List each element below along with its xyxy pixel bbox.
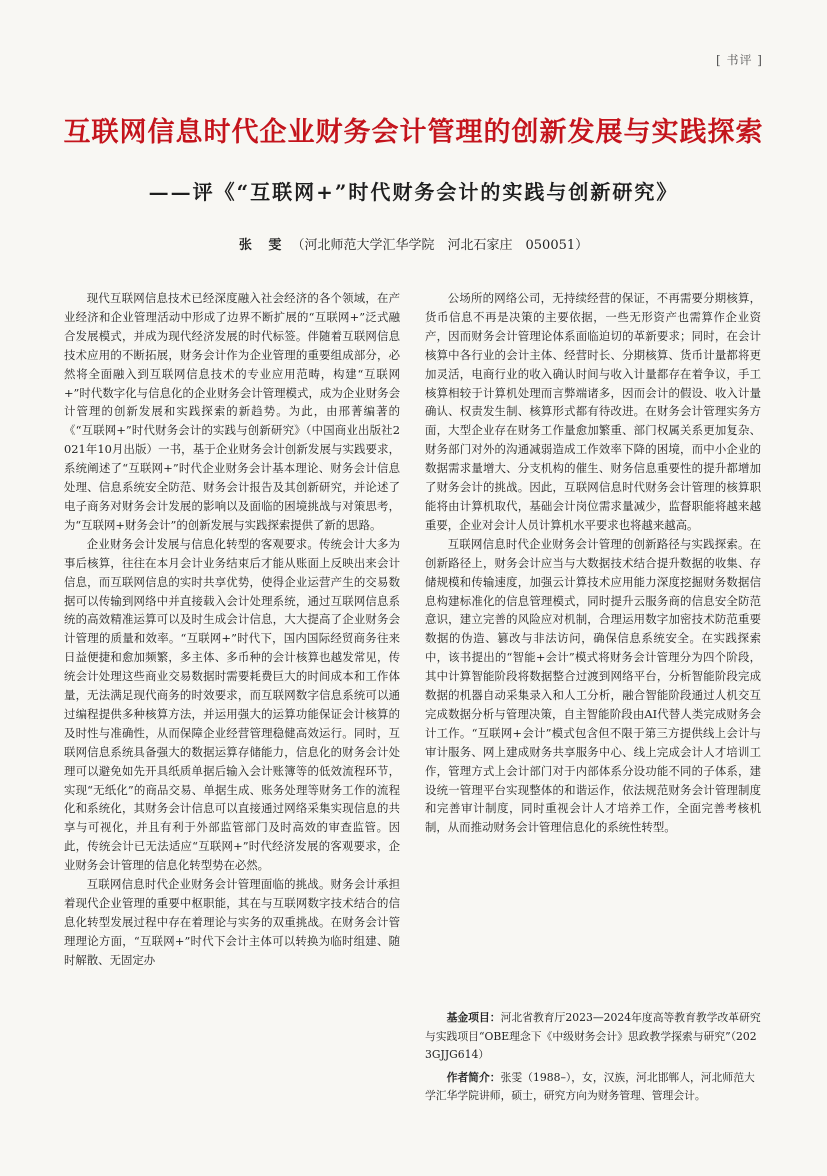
funding-text: 河北省教育厅2023—2024年度高等教育教学改革研究与实践项目“OBE理念下《中级财务会计》思政教学探索与研究”（2023GJJG614） xyxy=(425,1011,761,1062)
author-bio-text: 张雯（1988–），女，汉族，河北邯郸人，河北师范大学汇华学院讲师，硕士，研究方向为财务管理、管理会计。 xyxy=(425,1070,755,1103)
right-column xyxy=(425,289,761,837)
author-affiliation: （河北师范大学汇华学院 河北石家庄 050051） xyxy=(291,238,589,253)
funding-note xyxy=(425,1009,761,1065)
footnote-block xyxy=(425,1009,761,1110)
funding-label: 基金项目： xyxy=(446,1011,501,1024)
author-line xyxy=(0,234,827,253)
paragraph: 互联网信息时代企业财务会计管理面临的挑战。财务会计承担着现代企业管理的重要中枢职能，其在与互联网数字技术结合的信息化转型发展过程中存在着理论与实务的双重挑战。在财务会计管理理论方面，“互联网+”时代下会计主体可以转换为临时组建、随时解散、无固定办 xyxy=(64,877,400,967)
author-name: 张 雯 xyxy=(238,238,288,253)
article-subtitle: ——评《“互联网+”时代财务会计的实践与创新研究》 xyxy=(148,180,679,204)
left-column xyxy=(64,289,400,970)
paragraph: 企业财务会计发展与信息化转型的客观要求。传统会计大多为事后核算，往往在本月会计业务结束后才能从账面上反映出来会计信息，而互联网信息的实时共享优势，使得企业运营产生的交易数据可以传输到网络中并直接载入会计处理系统，通过互联网信息系统的高效精准运算可以及时生成会计信息，大大提高了企业财务会计管理的质量和效率。“互联网+”时代下，国内国际经贸商务往来日益便捷和愈加频繁，多主体、多币种的会计核算也越发常见，传统会计处理这些商业交易数据时需要耗费巨大的时间成本和工作体量，无法满足现代商务的时效要求，而互联网数字信息系统可以通过编程提供多种核算方法，并运用强大的运算功能保证会计核算的及时性与准确性，从而保障企业经营管理稳健高效运行。同时，互联网信息系统具备强大的数据运算存储能力，信息化的财务会计处理可以避免如先开具纸质单据后输入会计账簿等的低效流程环节，实现“无纸化”的商品交易、单据生成、账务处理等财务工作的流程化和系统化，其财务会计信息可以直接通过网络采集实现信息的共享与可视化，并且有利于外部监管部门及时高效的审查监管。因此，传统会计已无法适应“互联网+”时代经济发展的客观要求，企业财务会计管理的信息化转型势在必然。 xyxy=(64,536,400,873)
author-bio-label: 作者简介： xyxy=(446,1070,501,1084)
author-bio xyxy=(425,1069,761,1106)
paragraph: 公场所的网络公司，无持续经营的保证，不再需要分期核算，货币信息不再是决策的主要依据，一些无形资产也需算作企业资产，因而财务会计管理论体系面临迫切的革新要求；同时，在会计核算中各行业的会计主体、经营时长、分期核算、货币计量都将更加灵活，电商行业的收入确认时间与收入计量都存在着争议，手工核算相较于计算机处理而言弊端诸多，因而会计的假设、收入计量确认、权责发生制、核算形式都有待改进。在财务会计管理实务方面，大型企业存在财务工作量愈加繁重、部门权属关系更加复杂、财务部门对外的沟通减弱造成工作效率下降的困境，而中小企业的数据需求量增大、分支机构的催生、财务信息重要性的提升都增加了财务会计的挑战。因此，互联网信息时代财务会计管理的核算职能将由计算机取代，基础会计岗位需求量减少，监督职能将越来越重要，企业对会计人员计算机水平要求也将越来越高。 xyxy=(425,291,761,532)
paragraph: 现代互联网信息技术已经深度融入社会经济的各个领域，在产业经济和企业管理活动中形成了边界不断扩展的“互联网+”泛式融合发展模式，并成为现代经济发展的时代标签。伴随着互联网信息技术应用的不断拓展，财务会计作为企业管理的重要组成部分，必然将全面融入到互联网信息技术的专业应用范畴，构建“互联网+”时代数字化与信息化的企业财务会计管理模式，成为企业财务会计管理的创新发展和实践探索的新趋势。为此，由邢菁编著的《“互联网+”时代财务会计的实践与创新研究》（中国商业出版社2021年10月出版）一书，基于企业财务会计创新发展与实践要求，系统阐述了“互联网+”时代企业财务会计基本理论、财务会计信息处理、信息系统安全防范、财务会计报告及其创新研究，并论述了电子商务对财务会计发展的影响以及面临的困境挑战与对策思考，为“互联网+财务会计”的创新发展与实践探索提供了新的思路。 xyxy=(64,291,400,532)
section-tag: [ 书评 ] xyxy=(716,53,763,67)
paragraph: 互联网信息时代企业财务会计管理的创新路径与实践探索。在创新路径上，财务会计应当与大数据技术结合提升数据的收集、存储规模和传输速度，加强云计算技术应用能力深度挖掘财务数据信息构建标准化的信息管理模式，同时提升云服务商的信息安全防范意识，建立完善的风险应对机制，合理运用数字加密技术防范重要数据的伪造、篡改与非法访问，确保信息系统安全。在实践探索中，该书提出的“智能+会计”模式将财务会计管理分为四个阶段，其中计算智能阶段将数据整合过渡到网络平台，分析智能阶段完成数据的机器自动采集录入和人工分析，融合智能阶段通过人机交互完成数据分析与管理决策，自主智能阶段由AI代替人类完成财务会计工作。“互联网+会计”模式包含但不限于第三方提供线上会计与审计服务、网上建成财务共享服务中心、线上完成会计人才培训工作，管理方式上会计部门对于内部体系分设功能不同的子体系，建设统一管理平台实现整体的和谐运作，依法规范财务会计管理制度和完善审计制度，同时重视会计人才培养工作，全面完善考核机制，从而推动财务会计管理信息化的系统性转型。 xyxy=(425,536,761,835)
article-title: 互联网信息时代企业财务会计管理的创新发展与实践探索 xyxy=(63,117,764,148)
